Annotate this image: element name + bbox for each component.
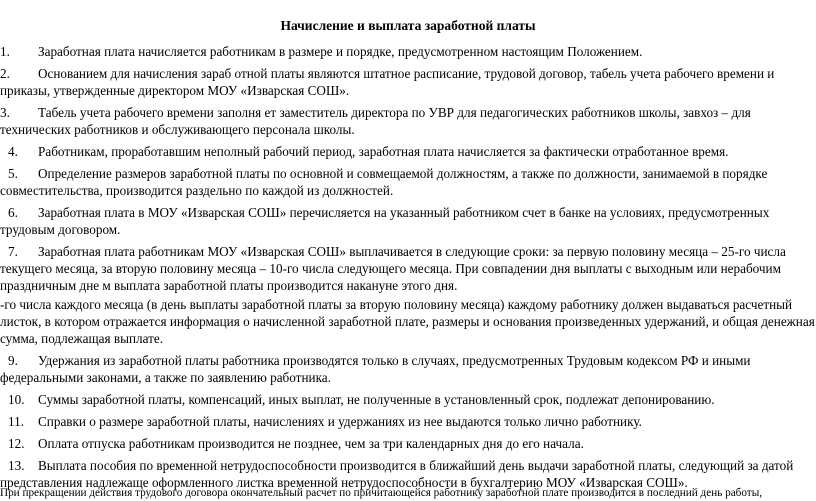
document-title: Начисление и выплата заработной платы [280, 18, 536, 33]
clause-number: 6. [8, 205, 18, 220]
clause-text: Справки о размере заработной платы, начислениях и удержаниях из нее выдаются только лично работнику. [38, 414, 642, 429]
clause-text: Табель учета рабочего времени заполня ет заместитель директора по УВР для педагогических работников школы, завхоз – для технических работников и обслуживающего персонала школы. [0, 105, 751, 137]
clause-number: 7. [8, 244, 18, 259]
clause-2 [0, 65, 816, 99]
clause-10 [0, 391, 816, 408]
footer-text: При прекращении действия трудового договора окончательный расчет по причитающейся работнику заработной плате производится в последний день работы, [0, 487, 763, 499]
clause-7 [0, 243, 816, 294]
clause-number: 1. [0, 44, 10, 59]
clause-text: Выплата пособия по временной нетрудоспособности производится в ближайший день выдачи заработной платы, следующий за датой представления надлежаще оформленного листка временной нетрудоспособности в бухгалтерию МОУ «Изварская СОШ». [0, 458, 794, 490]
clause-8 [0, 296, 816, 347]
clause-text: Заработная плата начисляется работникам в размере и порядке, предусмотренном настоящим Положением. [38, 44, 643, 59]
clause-text: Заработная плата работникам МОУ «Изварская СОШ» выплачивается в следующие сроки: за первую половину месяца – 25-го числа текущего месяца, за вторую половину месяца – 10-го числа следующего месяца. При совпадении дня выплаты с выходным или нерабочим праздничным дне м выплата заработной платы производится накануне этого дня. [0, 244, 786, 293]
clause-number: 3. [0, 105, 10, 120]
clause-number: 4. [8, 144, 18, 159]
clause-number: 5. [8, 166, 18, 181]
clause-number: 13. [8, 458, 25, 473]
clause-list [0, 43, 816, 496]
clause-11 [0, 413, 816, 430]
clause-number: 12. [8, 436, 25, 451]
clause-12 [0, 435, 816, 452]
clause-text: Определение размеров заработной платы по основной и совмещаемой должностям, а также по должности, занимаемой в порядке совместительства, производится раздельно по каждой из должностей. [0, 166, 768, 198]
clause-1 [0, 43, 816, 60]
clause-text: -го числа каждого месяца (в день выплаты заработной платы за вторую половину месяца) каждому работнику должен выдаваться расчетный листок, в котором отражается информация о начисленной заработной плате, размеры и основания произведенных удержаний, и общая денежная сумма, подлежащая выплате. [0, 297, 815, 346]
clause-text: Удержания из заработной платы работника производятся только в случаях, предусмотренных Трудовым кодексом РФ и иными федеральными законами, а также по заявлению работника. [0, 353, 751, 385]
clause-text: Суммы заработной платы, компенсаций, иных выплат, не полученные в установленный срок, подлежат депонированию. [38, 392, 715, 407]
clause-text: Оплата отпуска работникам производится не позднее, чем за три календарных дня до его начала. [38, 436, 584, 451]
clause-6 [0, 204, 816, 238]
clause-number: 10. [8, 392, 25, 407]
clause-text: Заработная плата в МОУ «Изварская СОШ» перечисляется на указанный работником счет в банке на условиях, предусмотренных трудовым договором. [0, 205, 770, 237]
clause-number: 9. [8, 353, 18, 368]
clause-text: Работникам, проработавшим неполный рабочий период, заработная плата начисляется за фактически отработанное время. [38, 144, 729, 159]
clause-3 [0, 104, 816, 138]
clause-5 [0, 165, 816, 199]
clause-4 [0, 143, 816, 160]
clause-number: 11. [8, 414, 24, 429]
clause-number: 2. [0, 66, 10, 81]
clause-9 [0, 352, 816, 386]
clause-text: Основанием для начисления зараб отной платы являются штатное расписание, трудовой договор, табель учета рабочего времени и приказы, утвержденные директором МОУ «Изварская СОШ». [0, 66, 775, 98]
